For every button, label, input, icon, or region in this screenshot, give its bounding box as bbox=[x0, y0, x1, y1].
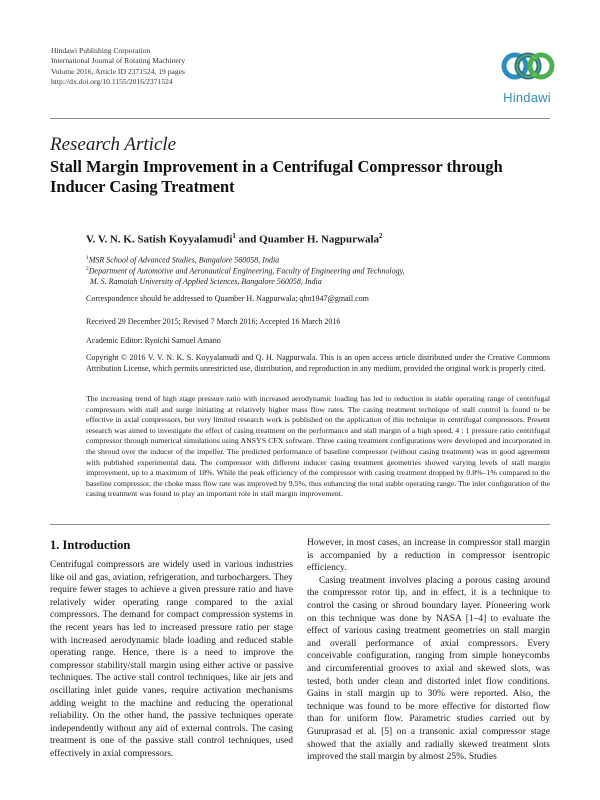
affiliation-text: MSR School of Advanced Studies, Bangalore 560058, India bbox=[88, 255, 280, 265]
paragraph: Centrifugal compressors are widely used in various industries like oil and gas, aviation, refrigeration, and turbochargers. They require fewer stages to achieve a given pressure ratio and have relatively wider operating range compared to the axial compressors. The demand for compact compression systems in the recent years has led to increased pressure ratio per stage with increased aerodynamic blade loading and reduced stable operating range. Hence, there is a need to improve the compressor stability/stall margin using either active or passive techniques. The active stall control techniques, like air jets and oscillating inlet guide vanes, require activation mechanisms adding weight to the machine and reducing the operational reliability. On the other hand, the passive techniques operate independently without any aid of external controls. The casing treatment is one of the passive stall control techniques, used effectively in axial compressors. bbox=[50, 560, 293, 759]
abstract: The increasing trend of high stage pressure ratio with increased aerodynamic loading has led to reduction in stable operating range of centrifugal compressors with stall and surge initiating at relatively higher mass flow rates. The casing treatment technique of stall control is found to be effective in axial compressors, but very limited research work is published on the application of this technique in centrifugal compressors. Present research was aimed to investigate the effect of casing treatment on the performance and stall margin of a high speed, 4 : 1 pressure ratio centrifugal compressor through numerical simulations using ANSYS CFX software. Three casing treatment configurations were developed and incorporated in the shroud over the inducer of the impeller. The predicted performance of baseline compressor (without casing treatment) was in good agreement with published experimental data. The compressor with different inducer casing treatment geometries showed varying levels of stall margin improvement, up to a maximum of 18%. While the peak efficiency of the compressor with casing treatment dropped by 0.8%–1% compared to the baseline compressor, the choke mass flow rate was improved by 9.5%, thus enhancing the total stable operating range. The inlet configuration of the casing treatment was found to play an important role in stall margin improvement. bbox=[86, 394, 550, 499]
copyright-notice: Copyright © 2016 V. V. N. K. S. Koyyalamudi and Q. H. Nagpurwala. This is an open access article distributed under the Creative Commons Attribution License, which permits unrestricted use, distribution, and reproduction in any medium, provided the original work is properly cited. bbox=[86, 353, 550, 373]
academic-editor: Academic Editor: Ryoichi Samuel Amano bbox=[86, 336, 221, 345]
author-name[interactable]: V. V. N. K. Satish Koyyalamudi bbox=[86, 233, 233, 246]
affiliation-text-cont: M. S. Ramaiah University of Applied Sciences, Bangalore 560058, India bbox=[90, 277, 322, 287]
abstract-divider bbox=[50, 524, 550, 525]
journal-name: International Journal of Rotating Machinery bbox=[51, 56, 186, 66]
affiliation-text: Department of Automotive and Aeronautical Engineering, Faculty of Engineering and Technology, bbox=[88, 266, 405, 276]
correspondence: Correspondence should be addressed to Quamber H. Nagpurwala; qhn1947@gmail.com bbox=[86, 294, 369, 303]
author-name[interactable]: Quamber H. Nagpurwala bbox=[259, 233, 380, 246]
affiliation-marker: 1 bbox=[86, 255, 89, 261]
journal-meta bbox=[51, 46, 185, 88]
body-column-right bbox=[307, 537, 550, 764]
author-separator: and bbox=[235, 233, 260, 246]
affiliation-marker: 2 bbox=[379, 232, 383, 240]
dates: Received 29 December 2015; Revised 7 March 2016; Accepted 16 March 2016 bbox=[86, 317, 341, 326]
header-divider bbox=[50, 118, 550, 119]
affiliation-marker: 1 bbox=[232, 232, 236, 240]
publisher-name: Hindawi Publishing Corporation bbox=[51, 46, 151, 55]
paragraph: However, in most cases, an increase in compressor stall margin is accompanied by a reduction in compressor isentropic efficiency. bbox=[307, 538, 550, 574]
article-type: Research Article bbox=[50, 134, 177, 155]
paragraph: Casing treatment involves placing a porous casing around the compressor rotor tip, and in effect, it is a technique to control the casing or shroud boundary layer. Pioneering work on this technique was done by NASA [1–4] to evaluate the effect of various casing treatment geometries on stall margin and overall performance of axial compressors. Every conceivable configuration, ranging from simple honeycombs and circumferential grooves to axial and skewed slots, was tested, both under clean and distorted inlet flow conditions. Gains in stall margin up to 30% were reported. Also, the technique was found to be more effective for distorted flow than for uniform flow. Parametric studies carried out by Guruprasad et al. [5] on a transonic axial compressor stage showed that the axially and radially skewed treatment slots improved the stall margin by almost 25%. Studies bbox=[307, 575, 550, 763]
affiliation-marker: 2 bbox=[86, 266, 89, 272]
hindawi-logo-text: Hindawi bbox=[503, 90, 551, 105]
doi-link[interactable]: http://dx.doi.org/10.1155/2016/2371524 bbox=[51, 77, 173, 87]
volume-info: Volume 2016, Article ID 2371524, 19 pages bbox=[51, 66, 185, 76]
article-title: Stall Margin Improvement in a Centrifugal Compressor through Inducer Casing Treatment bbox=[50, 157, 503, 196]
section-heading: 1. Introduction bbox=[50, 538, 131, 552]
affiliation-2 bbox=[86, 264, 405, 288]
body-column-left bbox=[50, 559, 293, 761]
author-list bbox=[86, 232, 383, 246]
